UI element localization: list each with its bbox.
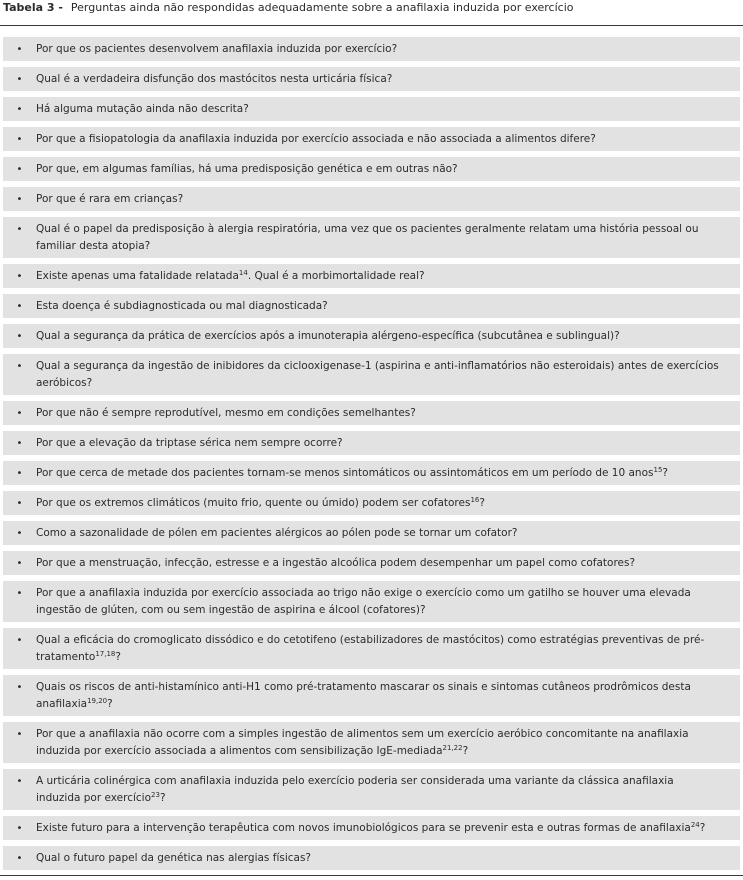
table-row [3,157,740,181]
table-row [3,581,740,622]
table-row [3,401,740,425]
table-row [3,431,740,455]
table-row [3,521,740,545]
question-main: Por que a anafilaxia induzida por exercício associada ao trigo não exige o exercício como um gatilho se houver uma elevada ingestão de glúten, com ou sem ingestão de aspirina e álcool (cofatores)? [36,587,691,616]
table-row [3,264,740,288]
table-row [3,67,740,91]
top-rule [0,25,743,26]
reference-superscript: 14 [238,269,248,277]
question-main: Esta doença é subdiagnosticada ou mal diagnosticada? [36,300,328,312]
question-text [36,850,720,867]
bullet-icon: • [16,729,23,740]
question-main: Qual é o papel da predisposição à alergia respiratória, uma vez que os pacientes geralmente relatam uma história pessoal ou familiar desta atopia? [36,223,699,252]
question-main: Há alguma mutação ainda não descrita? [36,103,249,115]
question-end: ? [107,698,113,710]
question-end: ? [115,651,121,663]
bullet-icon: • [16,194,23,205]
reference-superscript: 21,22 [442,744,463,752]
table-row [3,97,740,121]
question-text [36,726,720,760]
questions-list [3,37,740,876]
question-text [36,328,720,345]
question-text [36,41,720,58]
table-row [3,491,740,515]
question-text [36,555,720,572]
table-title: Perguntas ainda não respondidas adequadamente sobre a anafilaxia induzida por exercício [70,1,574,14]
question-text [36,585,720,619]
question-end: ? [662,467,668,479]
bullet-icon: • [16,44,23,55]
question-text [36,71,720,88]
reference-superscript: 19,20 [87,697,108,705]
reference-superscript: 17,18 [95,650,116,658]
bullet-icon: • [16,558,23,569]
bullet-icon: • [16,271,23,282]
table-row [3,628,740,669]
question-text [36,221,720,255]
question-text [36,191,720,208]
question-main: Existe apenas uma fatalidade relatada [36,270,239,282]
table-row [3,354,740,395]
question-main: Por que a anafilaxia não ocorre com a simples ingestão de alimentos sem um exercício aeróbico concomitante na anafilaxia induzida por exercício associada a alimentos com sensibilização IgE-mediada [36,728,689,757]
question-main: Qual é a verdadeira disfunção dos mastócitos nesta urticária física? [36,73,393,85]
question-text [36,435,720,452]
question-text [36,161,720,178]
question-text [36,632,720,666]
table-row [3,324,740,348]
question-end: ? [159,792,166,804]
bullet-icon: • [16,853,23,864]
question-text [36,679,720,713]
bullet-icon: • [16,331,23,342]
bullet-icon: • [16,588,23,599]
question-main: Por que não é sempre reprodutível, mesmo em condições semelhantes? [36,407,416,419]
question-end: ? [479,497,485,509]
question-text [36,820,720,837]
table-row [3,217,740,258]
bullet-icon: • [16,164,23,175]
table-row [3,294,740,318]
bullet-icon: • [16,635,23,646]
table-row [3,769,740,810]
table-row [3,187,740,211]
bottom-rule [0,875,743,876]
question-main: Por que a elevação da triptase sérica nem sempre ocorre? [36,437,343,449]
bullet-icon: • [16,682,23,693]
table-row [3,127,740,151]
table-label: Tabela 3 - [3,1,63,14]
bullet-icon: • [16,224,23,235]
question-main: Existe futuro para a intervenção terapêutica com novos imunobiológicos para se prevenir esta e outras formas de anafilaxia [36,822,691,834]
table-caption [3,1,574,15]
table-row [3,461,740,485]
bullet-icon: • [16,438,23,449]
reference-superscript: 23 [151,791,160,799]
bullet-icon: • [16,468,23,479]
bullet-icon: • [16,528,23,539]
bullet-icon: • [16,498,23,509]
question-main: Quais os riscos de anti-histamínico anti-H1 como pré-tratamento mascarar os sinais e sintomas cutâneos prodrômicos desta anafilaxia [36,681,691,710]
question-text [36,268,720,285]
question-main: Por que, em algumas famílias, há uma predisposição genética e em outras não? [36,163,458,175]
table-row [3,675,740,716]
question-main: Qual a eficácia do cromoglicato dissódico e do cetotifeno (estabilizadores de mastócitos) como estratégias preventivas de pré-tratamento [36,634,705,663]
reference-superscript: 15 [653,466,663,474]
question-end: . Qual é a morbimortalidade real? [247,270,425,282]
question-text [36,298,720,315]
bullet-icon: • [16,823,23,834]
bullet-icon: • [16,776,23,787]
question-main: Por que cerca de metade dos pacientes tornam-se menos sintomáticos ou assintomáticos em um período de 10 anos [36,467,654,479]
table-row [3,846,740,870]
table-row [3,551,740,575]
bullet-icon: • [16,361,23,372]
bullet-icon: • [16,408,23,419]
question-end: ? [699,822,706,834]
bullet-icon: • [16,74,23,85]
question-main: Por que a menstruação, infecção, estresse e a ingestão alcoólica podem desempenhar um papel como cofatores? [36,557,636,569]
reference-superscript: 16 [470,496,480,504]
question-text [36,101,720,118]
bullet-icon: • [16,301,23,312]
question-end: ? [462,745,469,757]
question-main: A urticária colinérgica com anafilaxia induzida pelo exercício poderia ser considerada uma variante da clássica anafilaxia induzida por exercício [36,775,674,804]
bullet-icon: • [16,134,23,145]
question-text [36,465,720,482]
bullet-icon: • [16,104,23,115]
table-row [3,37,740,61]
question-main: Por que a fisiopatologia da anafilaxia induzida por exercício associada e não associada a alimentos difere? [36,133,596,145]
question-text [36,358,720,392]
question-main: Como a sazonalidade de pólen em pacientes alérgicos ao pólen pode se tornar um cofator? [36,527,518,539]
question-main: Por que os pacientes desenvolvem anafilaxia induzida por exercício? [36,43,398,55]
question-main: Por que os extremos climáticos (muito frio, quente ou úmido) podem ser cofatores [36,497,471,509]
table-row [3,816,740,840]
table-row [3,722,740,763]
question-text [36,405,720,422]
question-main: Qual a segurança da ingestão de inibidores da ciclooxigenase-1 (aspirina e anti-inflamatórios não esteroidais) antes de exercícios aeróbicos? [36,360,719,389]
question-main: Qual a segurança da prática de exercícios após a imunoterapia alérgeno-específica (subcutânea e sublingual)? [36,330,620,342]
question-main: Por que é rara em crianças? [36,193,184,205]
question-text [36,131,720,148]
question-text [36,495,720,512]
question-text [36,525,720,542]
reference-superscript: 24 [690,821,700,829]
question-main: Qual o futuro papel da genética nas alergias físicas? [36,852,311,864]
question-text [36,773,720,807]
